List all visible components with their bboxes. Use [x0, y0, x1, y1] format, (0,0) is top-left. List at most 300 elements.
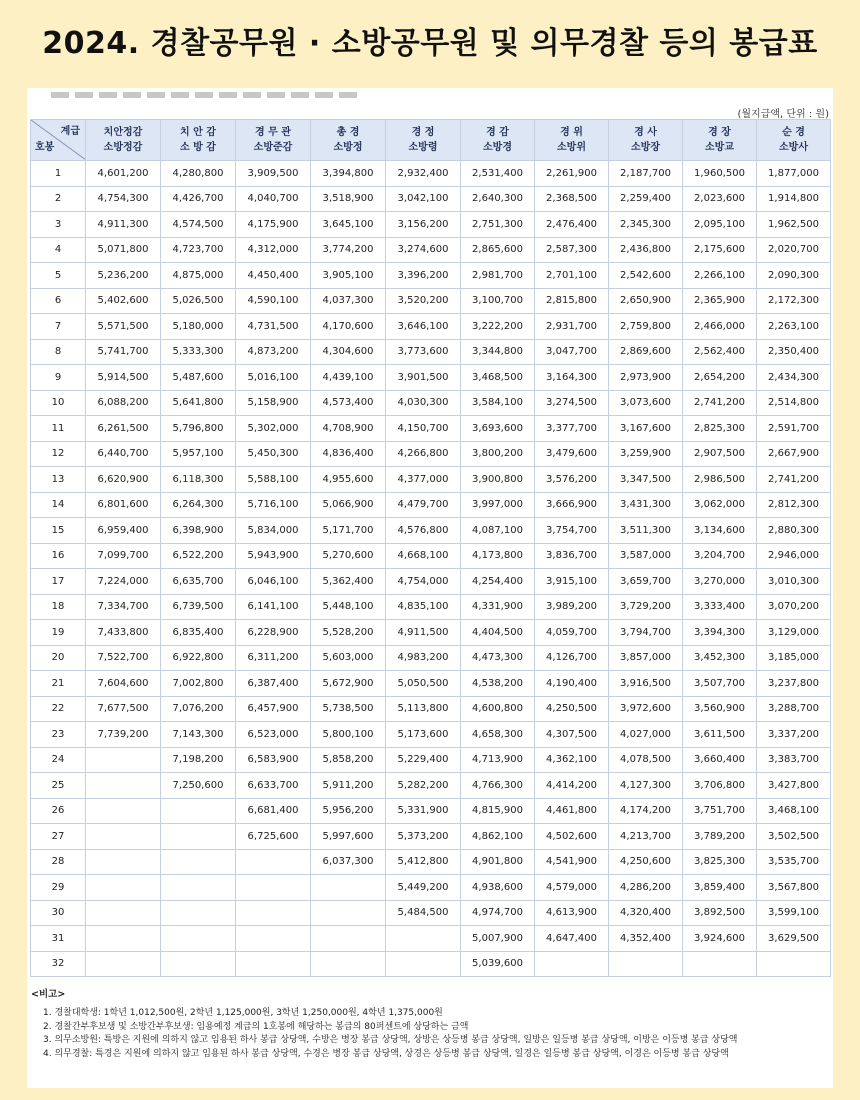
salary-cell: 3,774,200	[311, 237, 386, 263]
salary-cell	[236, 875, 311, 901]
police-rank-label: 경 감	[486, 127, 509, 138]
salary-cell: 3,836,700	[535, 543, 609, 569]
salary-cell: 4,473,300	[461, 645, 535, 671]
salary-cell: 5,026,500	[161, 288, 236, 314]
salary-cell: 5,603,000	[311, 645, 386, 671]
salary-cell: 2,263,100	[757, 314, 831, 340]
unit-note: (월지급액, 단위 : 원)	[737, 109, 829, 120]
salary-cell: 5,066,900	[311, 492, 386, 518]
step-number-cell: 27	[31, 824, 86, 850]
salary-cell: 3,344,800	[461, 339, 535, 365]
step-number-cell: 9	[31, 365, 86, 391]
salary-cell: 2,741,200	[757, 467, 831, 493]
salary-cell: 4,280,800	[161, 161, 236, 187]
salary-cell: 4,362,100	[535, 747, 609, 773]
fire-rank-label: 소방장	[631, 142, 660, 153]
remark-item: 2. 경찰간부후보생 및 소방간부후보생: 임용예정 계급의 1호봉에 해당하는 봉급의 80퍼센트에 상당하는 금액	[43, 1021, 469, 1032]
salary-cell: 3,729,200	[609, 594, 683, 620]
fire-rank-label: 소방준감	[253, 142, 293, 153]
salary-cell: 4,250,600	[609, 849, 683, 875]
step-number-cell: 29	[31, 875, 86, 901]
column-header	[86, 120, 161, 161]
salary-cell: 6,801,600	[86, 492, 161, 518]
step-number-cell: 14	[31, 492, 86, 518]
salary-cell: 6,264,300	[161, 492, 236, 518]
salary-cell: 7,334,700	[86, 594, 161, 620]
salary-cell: 2,368,500	[535, 186, 609, 212]
salary-cell: 5,016,100	[236, 365, 311, 391]
pay-table-document	[27, 88, 833, 1088]
salary-cell: 4,708,900	[311, 416, 386, 442]
salary-cell	[236, 849, 311, 875]
salary-cell: 2,973,900	[609, 365, 683, 391]
salary-cell: 2,542,600	[609, 263, 683, 289]
step-number-cell: 7	[31, 314, 86, 340]
salary-cell: 3,576,200	[535, 467, 609, 493]
remarks-title: <비고>	[31, 989, 66, 1000]
salary-cell: 4,862,100	[461, 824, 535, 850]
salary-cell: 2,434,300	[757, 365, 831, 391]
fire-rank-label: 소방교	[705, 142, 734, 153]
salary-cell: 5,302,000	[236, 416, 311, 442]
salary-cell: 6,261,500	[86, 416, 161, 442]
salary-cell: 7,433,800	[86, 620, 161, 646]
salary-cell: 3,502,500	[757, 824, 831, 850]
salary-cell: 7,224,000	[86, 569, 161, 595]
salary-cell: 6,835,400	[161, 620, 236, 646]
salary-cell: 4,174,200	[609, 798, 683, 824]
salary-cell: 6,635,700	[161, 569, 236, 595]
table-row	[31, 722, 831, 748]
salary-cell: 5,716,100	[236, 492, 311, 518]
salary-cell: 6,440,700	[86, 441, 161, 467]
salary-cell: 6,398,900	[161, 518, 236, 544]
salary-cell: 3,479,600	[535, 441, 609, 467]
salary-cell: 2,187,700	[609, 161, 683, 187]
salary-cell: 3,599,100	[757, 900, 831, 926]
salary-cell: 3,062,000	[683, 492, 757, 518]
salary-cell	[236, 900, 311, 926]
salary-cell: 5,039,600	[461, 951, 535, 977]
table-row	[31, 645, 831, 671]
step-number-cell: 12	[31, 441, 86, 467]
salary-cell: 5,484,500	[386, 900, 461, 926]
salary-cell	[86, 926, 161, 952]
table-row	[31, 467, 831, 493]
salary-cell: 4,600,800	[461, 696, 535, 722]
salary-cell	[86, 849, 161, 875]
salary-cell: 4,352,400	[609, 926, 683, 952]
salary-cell	[386, 951, 461, 977]
police-rank-label: 경 정	[411, 127, 435, 138]
salary-cell: 2,986,500	[683, 467, 757, 493]
salary-cell: 4,974,700	[461, 900, 535, 926]
salary-cell: 3,396,200	[386, 263, 461, 289]
salary-cell: 4,190,400	[535, 671, 609, 697]
salary-cell: 3,997,000	[461, 492, 535, 518]
salary-cell: 1,877,000	[757, 161, 831, 187]
salary-cell: 7,604,600	[86, 671, 161, 697]
salary-cell: 4,647,400	[535, 926, 609, 952]
salary-cell: 3,535,700	[757, 849, 831, 875]
step-number-cell: 6	[31, 288, 86, 314]
salary-cell: 4,835,100	[386, 594, 461, 620]
salary-cell: 5,957,100	[161, 441, 236, 467]
police-rank-label: 경 사	[634, 127, 657, 138]
salary-cell: 4,150,700	[386, 416, 461, 442]
salary-cell: 4,713,900	[461, 747, 535, 773]
salary-cell: 2,476,400	[535, 212, 609, 238]
table-body	[31, 161, 831, 977]
step-number-cell: 24	[31, 747, 86, 773]
table-row	[31, 824, 831, 850]
salary-cell	[683, 951, 757, 977]
salary-cell: 3,507,700	[683, 671, 757, 697]
step-number-cell: 31	[31, 926, 86, 952]
table-row	[31, 518, 831, 544]
fire-rank-label: 소방정	[333, 142, 363, 153]
salary-cell: 6,457,900	[236, 696, 311, 722]
salary-cell	[311, 951, 386, 977]
fire-rank-label: 소 방 감	[180, 142, 216, 153]
table-row	[31, 186, 831, 212]
police-rank-label: 경 위	[560, 127, 583, 138]
table-row	[31, 237, 831, 263]
salary-cell: 2,654,200	[683, 365, 757, 391]
salary-cell: 3,468,500	[461, 365, 535, 391]
salary-cell: 5,738,500	[311, 696, 386, 722]
salary-cell: 3,274,500	[535, 390, 609, 416]
salary-cell: 3,452,300	[683, 645, 757, 671]
police-rank-label: 총 경	[336, 127, 360, 138]
salary-cell: 4,983,200	[386, 645, 461, 671]
salary-cell: 3,274,600	[386, 237, 461, 263]
table-row	[31, 747, 831, 773]
salary-cell: 5,911,200	[311, 773, 386, 799]
salary-cell: 4,502,600	[535, 824, 609, 850]
salary-cell: 3,070,200	[757, 594, 831, 620]
salary-cell	[86, 824, 161, 850]
salary-cell: 4,087,100	[461, 518, 535, 544]
step-number-cell: 20	[31, 645, 86, 671]
salary-cell: 5,270,600	[311, 543, 386, 569]
salary-cell: 3,909,500	[236, 161, 311, 187]
salary-cell: 3,567,800	[757, 875, 831, 901]
salary-cell: 4,404,500	[461, 620, 535, 646]
salary-cell: 5,229,400	[386, 747, 461, 773]
salary-cell: 6,620,900	[86, 467, 161, 493]
salary-cell: 2,436,800	[609, 237, 683, 263]
column-header	[683, 120, 757, 161]
salary-cell: 6,037,300	[311, 849, 386, 875]
salary-cell: 2,865,600	[461, 237, 535, 263]
table-row	[31, 773, 831, 799]
salary-cell: 4,078,500	[609, 747, 683, 773]
salary-cell: 5,796,800	[161, 416, 236, 442]
salary-cell: 3,859,400	[683, 875, 757, 901]
police-rank-label: 치 안 감	[180, 127, 216, 138]
remark-item: 1. 경찰대학생: 1학년 1,012,500원, 2학년 1,125,000원, 3학년 1,250,000원, 4학년 1,375,000원	[43, 1008, 443, 1018]
table-row	[31, 951, 831, 977]
salary-cell: 2,907,500	[683, 441, 757, 467]
salary-cell: 4,266,800	[386, 441, 461, 467]
salary-cell: 6,118,300	[161, 467, 236, 493]
salary-cell	[161, 951, 236, 977]
salary-cell	[757, 951, 831, 977]
salary-cell	[236, 951, 311, 977]
table-row	[31, 390, 831, 416]
step-number-cell: 13	[31, 467, 86, 493]
table-row	[31, 492, 831, 518]
salary-cell	[311, 875, 386, 901]
salary-cell: 4,040,700	[236, 186, 311, 212]
salary-cell: 3,646,100	[386, 314, 461, 340]
salary-cell: 6,046,100	[236, 569, 311, 595]
salary-cell: 5,834,000	[236, 518, 311, 544]
step-number-cell: 25	[31, 773, 86, 799]
table-row	[31, 416, 831, 442]
table-row	[31, 849, 831, 875]
salary-cell: 2,259,400	[609, 186, 683, 212]
salary-cell: 5,158,900	[236, 390, 311, 416]
step-number-cell: 19	[31, 620, 86, 646]
salary-cell: 5,173,600	[386, 722, 461, 748]
cropped-caption-line	[51, 92, 361, 98]
salary-cell: 4,766,300	[461, 773, 535, 799]
salary-cell: 3,754,700	[535, 518, 609, 544]
table-row	[31, 161, 831, 187]
step-number-cell: 23	[31, 722, 86, 748]
step-number-cell: 28	[31, 849, 86, 875]
table-row	[31, 441, 831, 467]
salary-cell: 3,134,600	[683, 518, 757, 544]
salary-cell: 4,037,300	[311, 288, 386, 314]
salary-cell: 3,518,900	[311, 186, 386, 212]
salary-cell: 5,487,600	[161, 365, 236, 391]
salary-cell: 2,090,300	[757, 263, 831, 289]
table-row	[31, 263, 831, 289]
salary-cell: 2,931,700	[535, 314, 609, 340]
police-rank-label: 치안정감	[103, 127, 143, 138]
salary-cell: 5,331,900	[386, 798, 461, 824]
table-row	[31, 365, 831, 391]
salary-cell: 3,900,800	[461, 467, 535, 493]
salary-cell: 5,858,200	[311, 747, 386, 773]
salary-cell: 3,337,200	[757, 722, 831, 748]
salary-cell	[86, 798, 161, 824]
salary-cell: 5,450,300	[236, 441, 311, 467]
salary-cell: 4,213,700	[609, 824, 683, 850]
salary-cell: 3,204,700	[683, 543, 757, 569]
salary-cell: 3,989,200	[535, 594, 609, 620]
salary-cell: 5,997,600	[311, 824, 386, 850]
salary-cell: 3,611,500	[683, 722, 757, 748]
salary-cell	[86, 747, 161, 773]
salary-cell: 3,100,700	[461, 288, 535, 314]
salary-cell: 7,250,600	[161, 773, 236, 799]
salary-cell: 4,613,900	[535, 900, 609, 926]
salary-cell: 3,427,800	[757, 773, 831, 799]
salary-cell: 3,237,800	[757, 671, 831, 697]
pay-table	[30, 119, 831, 977]
salary-cell: 4,414,200	[535, 773, 609, 799]
table-header-row	[31, 120, 831, 161]
salary-cell: 4,027,000	[609, 722, 683, 748]
table-row	[31, 212, 831, 238]
step-number-cell: 4	[31, 237, 86, 263]
salary-cell: 4,754,300	[86, 186, 161, 212]
salary-cell: 3,857,000	[609, 645, 683, 671]
salary-cell: 5,449,200	[386, 875, 461, 901]
salary-cell: 5,800,100	[311, 722, 386, 748]
salary-cell: 2,466,000	[683, 314, 757, 340]
salary-cell: 3,773,600	[386, 339, 461, 365]
salary-cell: 4,731,500	[236, 314, 311, 340]
salary-cell: 2,701,100	[535, 263, 609, 289]
salary-cell: 2,531,400	[461, 161, 535, 187]
salary-cell: 3,901,500	[386, 365, 461, 391]
salary-cell: 4,955,600	[311, 467, 386, 493]
step-number-cell: 8	[31, 339, 86, 365]
salary-cell: 3,924,600	[683, 926, 757, 952]
salary-cell: 3,347,500	[609, 467, 683, 493]
salary-cell	[86, 951, 161, 977]
salary-cell	[386, 926, 461, 952]
salary-cell: 2,932,400	[386, 161, 461, 187]
salary-cell: 3,825,300	[683, 849, 757, 875]
salary-cell: 5,571,500	[86, 314, 161, 340]
fire-rank-label: 소방정감	[103, 142, 143, 153]
salary-cell: 6,523,000	[236, 722, 311, 748]
table-row	[31, 288, 831, 314]
page-title: 2024. 경찰공무원 · 소방공무원 및 의무경찰 등의 봉급표	[42, 26, 818, 61]
table-row	[31, 875, 831, 901]
remarks-list	[31, 1007, 829, 1061]
salary-cell: 4,538,200	[461, 671, 535, 697]
salary-cell: 2,562,400	[683, 339, 757, 365]
salary-cell: 4,173,800	[461, 543, 535, 569]
salary-cell: 3,129,000	[757, 620, 831, 646]
salary-cell	[161, 849, 236, 875]
salary-cell: 4,331,900	[461, 594, 535, 620]
salary-cell: 5,914,500	[86, 365, 161, 391]
salary-cell: 3,751,700	[683, 798, 757, 824]
table-row	[31, 620, 831, 646]
salary-cell: 4,576,800	[386, 518, 461, 544]
salary-cell: 3,511,300	[609, 518, 683, 544]
salary-cell: 4,574,500	[161, 212, 236, 238]
salary-cell: 7,198,200	[161, 747, 236, 773]
salary-cell	[161, 824, 236, 850]
salary-cell: 4,126,700	[535, 645, 609, 671]
salary-cell	[161, 900, 236, 926]
salary-cell: 4,590,100	[236, 288, 311, 314]
salary-cell: 2,020,700	[757, 237, 831, 263]
salary-cell: 2,741,200	[683, 390, 757, 416]
table-row	[31, 543, 831, 569]
salary-cell: 5,362,400	[311, 569, 386, 595]
salary-cell: 4,461,800	[535, 798, 609, 824]
salary-cell	[311, 926, 386, 952]
remark-item: 4. 의무경찰: 특경은 지원에 의하지 않고 임용된 하사 봉급 상당액, 수경은 병장 봉급 상당액, 상경은 상등병 봉급 상당액, 일경은 일등병 봉급 상당액, 이경은 이등병 봉급 상당액	[43, 1048, 729, 1059]
salary-cell: 3,047,700	[535, 339, 609, 365]
salary-cell: 3,789,200	[683, 824, 757, 850]
salary-cell: 3,383,700	[757, 747, 831, 773]
salary-cell	[609, 951, 683, 977]
salary-cell: 4,426,700	[161, 186, 236, 212]
salary-cell: 4,312,000	[236, 237, 311, 263]
salary-cell: 2,815,800	[535, 288, 609, 314]
salary-cell: 4,304,600	[311, 339, 386, 365]
salary-cell: 2,095,100	[683, 212, 757, 238]
salary-cell: 1,962,500	[757, 212, 831, 238]
salary-cell: 3,431,300	[609, 492, 683, 518]
salary-cell: 5,528,200	[311, 620, 386, 646]
salary-cell: 2,751,300	[461, 212, 535, 238]
salary-cell: 3,659,700	[609, 569, 683, 595]
salary-cell: 5,402,600	[86, 288, 161, 314]
salary-cell	[161, 926, 236, 952]
step-number-cell: 3	[31, 212, 86, 238]
salary-cell: 3,587,000	[609, 543, 683, 569]
remark-item: 3. 의무소방원: 특방은 지원에 의하지 않고 임용된 하사 봉급 상당액, 수방은 병장 봉급 상당액, 상방은 상등병 봉급 상당액, 일방은 일등병 봉급 상당액, 이방은 이등병 봉급 상당액	[43, 1035, 738, 1045]
step-number-cell: 1	[31, 161, 86, 187]
salary-cell: 4,573,400	[311, 390, 386, 416]
salary-cell: 4,307,500	[535, 722, 609, 748]
remarks-section	[31, 986, 829, 1061]
table-row	[31, 798, 831, 824]
salary-cell	[311, 900, 386, 926]
salary-cell: 3,010,300	[757, 569, 831, 595]
salary-cell: 3,794,700	[609, 620, 683, 646]
salary-cell: 2,946,000	[757, 543, 831, 569]
step-number-cell: 21	[31, 671, 86, 697]
salary-cell: 3,333,400	[683, 594, 757, 620]
salary-cell: 3,167,600	[609, 416, 683, 442]
salary-cell: 3,185,000	[757, 645, 831, 671]
salary-cell: 3,259,900	[609, 441, 683, 467]
salary-cell: 2,023,600	[683, 186, 757, 212]
fire-rank-label: 소방위	[557, 142, 586, 153]
salary-cell: 4,479,700	[386, 492, 461, 518]
salary-cell: 5,943,900	[236, 543, 311, 569]
salary-cell: 3,584,100	[461, 390, 535, 416]
salary-cell	[86, 875, 161, 901]
salary-cell	[535, 951, 609, 977]
salary-cell: 5,171,700	[311, 518, 386, 544]
column-header	[161, 120, 236, 161]
salary-cell: 7,677,500	[86, 696, 161, 722]
column-header	[386, 120, 461, 161]
salary-cell: 4,250,500	[535, 696, 609, 722]
salary-cell: 4,601,200	[86, 161, 161, 187]
salary-cell: 3,645,100	[311, 212, 386, 238]
salary-cell: 6,311,200	[236, 645, 311, 671]
salary-cell: 3,629,500	[757, 926, 831, 952]
salary-cell: 7,099,700	[86, 543, 161, 569]
salary-cell: 4,286,200	[609, 875, 683, 901]
salary-cell: 5,956,200	[311, 798, 386, 824]
salary-cell: 6,633,700	[236, 773, 311, 799]
salary-cell: 2,650,900	[609, 288, 683, 314]
salary-cell: 5,333,300	[161, 339, 236, 365]
step-number-cell: 2	[31, 186, 86, 212]
salary-cell: 5,071,800	[86, 237, 161, 263]
salary-cell: 6,922,800	[161, 645, 236, 671]
salary-cell: 2,172,300	[757, 288, 831, 314]
salary-cell: 3,394,800	[311, 161, 386, 187]
salary-cell: 1,914,800	[757, 186, 831, 212]
